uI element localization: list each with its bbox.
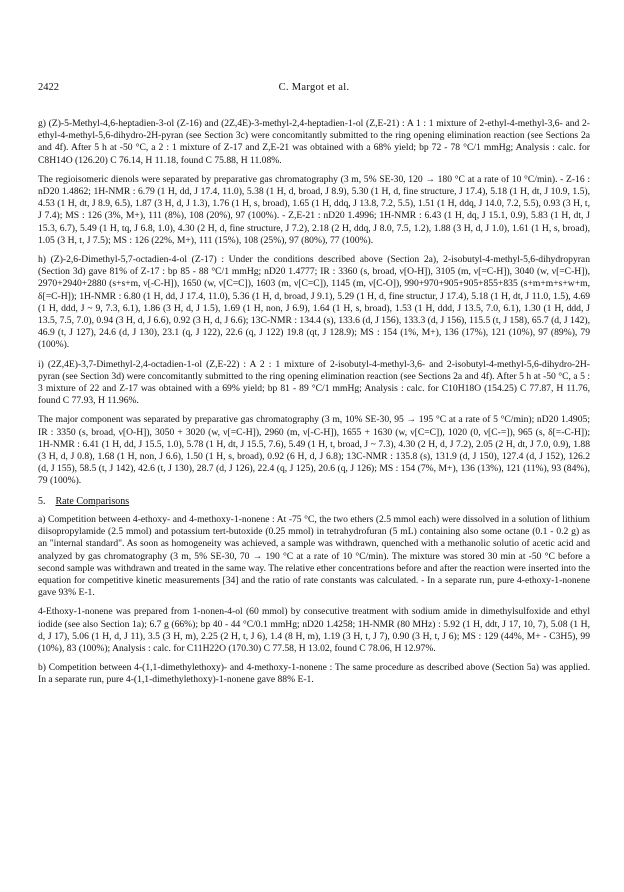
paragraph-5a: a) Competition between 4-ethoxy- and 4-methoxy-1-nonene : At -75 °C, the two ethers (2.5 mmol each) were dissolved in a solution of lithium diisopropylamide (2.5 mmol) and potassium tert-butoxide (0.25 mmol) in tetrahydrofuran (5 mL) containing also some octane (0.1 - 0.2 g) as an "internal standard". As soon as homogeneity was achieved, a sample was withdrawn, quenched with a methanolic solutio of acetic acid and analyzed by gas chromatography (3 m, 5% SE-30, 70 → 190 °C at a rate of 10 °C/min). The mixture was stored 30 min at -50 °C before a second sample was withdrawn and treated in the same way. The relative ether concentrations before and after the reaction were inserted into the equation for competitive kinetic measurements [34] and the ratio of rate constants was calculated. - In a separate run, pure 4-ethoxy-1-nonene gave 93% E-1. <box>38 513 590 599</box>
article-body <box>38 118 590 694</box>
paragraph-h: h) (Z)-2,6-Dimethyl-5,7-octadien-4-ol (Z-17) : Under the conditions described above (Section 2a), 2-isobutyl-4-methyl-5,6-dihydropyran (Section 3d) gave 81% of Z-17 : bp 85 - 88 °C/1 mmHg; nD20 1.4777; IR : 3360 (s, broad, ν[O-H]), 3105 (m, ν[=C-H]), 3040 (w, ν[=C-H]), 2970+2940+2880 (s+s+m, ν[-C-H]), 1650 (w, ν[C=C]), 1603 (m, ν[C=C]), 1145 (m, ν[C-O]), 990+970+905+905+855+835 (s+m+m+s+w+m, δ[=C-H]); 1H-NMR : 6.80 (1 H, dd, J 17.4, 11.0), 5.36 (1 H, d, broad, J 9.1), 5.29 (1 H, d, fine structur, J 17.4), 5.18 (1 H, dt, J 11.0, 1.5), 4.69 (1 H, ddd, J ~ 9, 7.3, 6.1), 1.86 (3 H, d, J 1.5), 1.69 (1 H, non, J 6.9), 1.64 (1 H, s, broad), 1.53 (1 H, ddd, J 13.5, 7.0, 6.1), 1.30 (1 H, ddd, J 13.5, 7.5, 7.0), 0.94 (3 H, d, J 6.6), 0.92 (3 H, d, J 6.6); 13C-NMR : 134.4 (s), 133.6 (d, J 156), 133.3 (d, J 156), 115.5 (t, J 158), 65.7 (d, J 142), 46.9 (t, J 127), 24.6 (d, J 130), 23.1 (q, J 122), 22.6 (q, J 122) 19.8 (qt, J 128.9); MS : 154 (1%, M+), 136 (17%), 121 (10%), 97 (89%), 79 (100%). <box>38 254 590 351</box>
page-number: 2422 <box>38 82 59 93</box>
section-number: 5. <box>38 495 46 507</box>
paragraph-i-separation: The major component was separated by preparative gas chromatography (3 m, 10% SE-30, 95 → 195 °C at a rate of 5 °C/min); nD20 1.4905; IR : 3350 (s, broad, ν[O-H]), 3050 + 3020 (w, ν[=C-H]), 2960 (m, ν[-C-H]), 1655 + 1630 (w, ν[C=C]), 1020 (0, ν[C-=]), 965 (s, δ[=-C-H]); 1H-NMR : 6.41 (1 H, dd, J 15.5, 1.0), 5.78 (1 H, dt, J 15.5, 7.6), 5.49 (1 H, t, broad, J ~ 7.3), 4.30 (2 H, d, J 7.2), 2.05 (2 H, dt, J 7.0, 0.9), 1.88 (3 H, d, J 0.8), 1.68 (1 H, non, J 6.6), 1.50 (1 H, s, broad), 0.92 (6 H, d, J 6.8); 13C-NMR : 135.8 (s), 131.9 (d, J 150), 127.4 (d, J 152), 126.2 (d, J 155), 58.5 (t, J 142), 42.6 (t, J 130), 28.7 (d, J 126), 22.4 (q, J 125), 20.6 (q, J 126); MS : 154 (7%, M+), 136 (13%), 121 (11%), 93 (84%), 79 (100%). <box>38 414 590 487</box>
section-title: Rate Comparisons <box>55 495 130 507</box>
paragraph-ethoxy-nonene: 4-Ethoxy-1-nonene was prepared from 1-nonen-4-ol (60 mmol) by consecutive treatment with sodium amide in dimethylsulfoxide and ethyl iodide (see also Section 1a); 6.7 g (66%); bp 40 - 44 °C/0.1 mmHg; nD20 1.4258; 1H-NMR (80 MHz) : 5.92 (1 H, ddt, J 17, 10, 7), 5.08 (1 H, d, J 17), 5.06 (1 H, d, J 11), 3.5 (3 H, m), 2.25 (2 H, t, J 6), 1.4 (8 H, m), 1.19 (3 H, t, J 7), 0.90 (3 H, t, J 6); MS : 129 (44%, M+ - C3H5), 99 (10%), 83 (100%); Analysis : calc. for C11H22O (170.30) C 77.58, H 13.02, found C 78.06, H 12.97%. <box>38 606 590 654</box>
running-title: C. Margot et al. <box>278 82 350 93</box>
paragraph-5b: b) Competition between 4-(1,1-dimethylethoxy)- and 4-methoxy-1-nonene : The same procedure as described above (Section 5a) was applied. In a separate run, pure 4-(1,1-dimethylethoxy)-1-nonene gave 88% E-1. <box>38 662 590 686</box>
paragraph-g-separation: The regioisomeric dienols were separated by preparative gas chromatography (3 m, 5% SE-30, 120 → 180 °C at a rate of 10 °C/min). - Z-16 : nD20 1.4862; 1H-NMR : 6.79 (1 H, dd, J 17.4, 11.0), 5.38 (1 H, d, broad, J 8.9), 5.30 (1 H, d, fine structure, J 17.4), 5.18 (1 H, dt, J 10.9, 1.5), 4.53 (1 H, dt, J 8.9, 6.5), 1.87 (3 H, d, J 1.3), 1.76 (1 H, s, broad), 1.65 (1 H, ddq, J 13.8, 7.2, 5.5), 1.51 (1 H, ddq, J 14.0, 7.2, 5.5), 0.93 (3 H, t, J 7.4); MS : 126 (3%, M+), 111 (8%), 108 (20%), 97 (100%). - Z,E-21 : nD20 1.4996; 1H-NMR : 6.43 (1 H, dq, J 15.1, 0.9), 5.83 (1 H, dt, J 15.3, 6.7), 5.49 (1 H, tq, J 6.8, 1.0), 4.30 (2 H, d, fine structure, J 7.2), 2.18 (2 H, ddq, J 8.0, 7.5, 1.2), 1.88 (3 H, d, J 1.0), 1.61 (1 H, s, broad), 1.05 (3 H, t, J 7.5); MS : 126 (22%, M+), 111 (15%), 108 (25%), 97 (80%), 77 (100%). <box>38 173 590 246</box>
paragraph-i: i) (2Z,4E)-3,7-Dimethyl-2,4-octadien-1-ol (Z,E-22) : A 2 : 1 mixture of 2-isobutyl-4-methyl-3,6- and 2-isobutyl-4-methyl-5,6-dihydro-2H-pyran (see Section 3d) were concomitantly submitted to the ring opening elimination reaction (see Sections 2a and 4f). After 5 h at -50 °C, a 5 : 3 mixture of 22 and Z-17 was obtained with a 69% yield; bp 81 - 89 °C/1 mmHg; Analysis : calc. for C10H18O (154.25) C 77.87, H 11.76, found C 77.93, H 11.96%. <box>38 358 590 407</box>
section-heading <box>38 496 590 508</box>
page-header <box>38 82 590 96</box>
paragraph-g: g) (Z)-5-Methyl-4,6-heptadien-3-ol (Z-16) and (2Z,4E)-3-methyl-2,4-heptadien-1-ol (Z,E-21) : A 1 : 1 mixture of 2-ethyl-4-methyl-3,6- and 2-ethyl-4-methyl-5,6-dihydro-2H-pyran (see Section 3c) were concomitantly submitted to the ring opening elimination reaction (see Sections 2a and 4f). After 5 h at -50 °C, a 2 : 1 mixture of Z-17 and Z,E-21 was obtained with a 68% yield; bp 72 - 78 °C/1 mmHg; Analysis : calc. for C8H14O (126.20) C 76.14, H 11.18, found C 75.88, H 11.08%. <box>38 118 590 166</box>
